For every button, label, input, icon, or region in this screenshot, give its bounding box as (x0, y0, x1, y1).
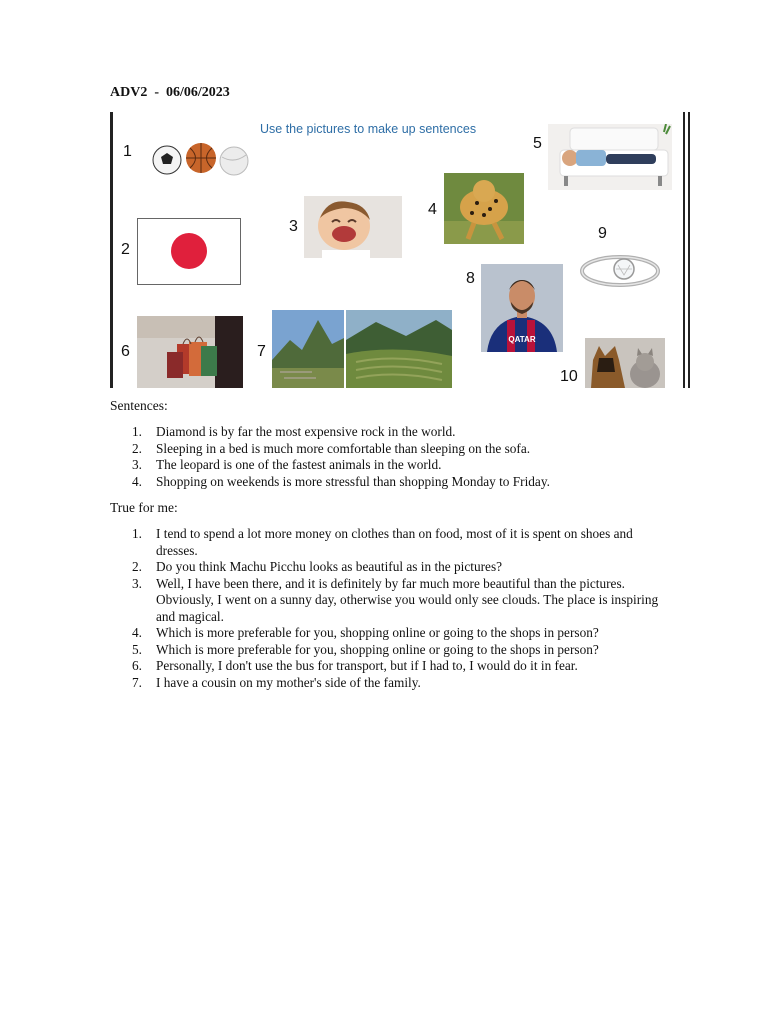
picture-number-3: 3 (289, 218, 298, 235)
picture-number-8: 8 (466, 270, 475, 287)
man-on-sofa-image (548, 124, 672, 190)
sentences-heading: Sentences: (110, 398, 168, 413)
balls-image (150, 140, 250, 178)
panel-border-right-inner (683, 112, 685, 388)
shopping-bags-image (137, 316, 243, 388)
machu-picchu-image-left (272, 310, 344, 388)
panel-title: Use the pictures to make up sentences (260, 122, 477, 136)
list-item: 2. Do you think Machu Picchu looks as beautiful as in the pictures? (132, 559, 503, 574)
true-for-me-heading: True for me: (110, 500, 178, 515)
laughing-baby-image (304, 196, 402, 258)
list-item: 3. The leopard is one of the fastest animals in the world. (132, 457, 442, 472)
picture-number-4: 4 (428, 201, 437, 218)
list-item: 6. Personally, I don't use the bus for transport, but if I had to, I would do it in fear. (132, 658, 578, 673)
japan-flag-image (137, 218, 241, 285)
picture-number-1: 1 (123, 143, 132, 160)
true-for-me-list (110, 526, 666, 691)
jersey-sponsor-text: QATAR (508, 335, 536, 344)
sentences-list (110, 424, 666, 490)
diamond-ring-image (576, 245, 672, 295)
cheetah-image (444, 173, 524, 244)
picture-number-2: 2 (121, 241, 130, 258)
picture-number-10: 10 (560, 368, 578, 385)
document-heading: ADV2 - 06/06/2023 (110, 85, 230, 100)
picture-number-9: 9 (598, 225, 607, 242)
machu-picchu-image-right (346, 310, 452, 388)
footballer-image (481, 264, 563, 352)
list-item: 7. I have a cousin on my mother's side of the family. (132, 674, 421, 690)
list-item: 1. Diamond is by far the most expensive rock in the world. (132, 424, 456, 439)
panel-border-left (110, 112, 113, 388)
list-item: 5. Which is more preferable for you, shopping online or going to the shops in person? (132, 641, 599, 657)
picture-number-5: 5 (533, 135, 542, 152)
dog-and-cat-image (585, 338, 665, 388)
panel-border-right-outer (688, 112, 690, 388)
picture-number-6: 6 (121, 343, 130, 360)
list-item: 4. Which is more preferable for you, shopping online or going to the shops in person? (132, 625, 599, 640)
list-item: 2. Sleeping in a bed is much more comfortable than sleeping on the sofa. (132, 440, 531, 456)
list-item: 3. Well, I have been there, and it is definitely by far much more beautiful than the pictures. Obviously, I went on a sunny day, otherwise you would only see clouds. The place is inspiring and magical. (132, 575, 659, 624)
picture-number-7: 7 (257, 343, 266, 360)
list-item: 1. I tend to spend a lot more money on clothes than on food, most of it is spent on shoes and dresses. (132, 526, 633, 558)
picture-panel (110, 112, 690, 388)
list-item: 4. Shopping on weekends is more stressful than shopping Monday to Friday. (132, 473, 550, 489)
